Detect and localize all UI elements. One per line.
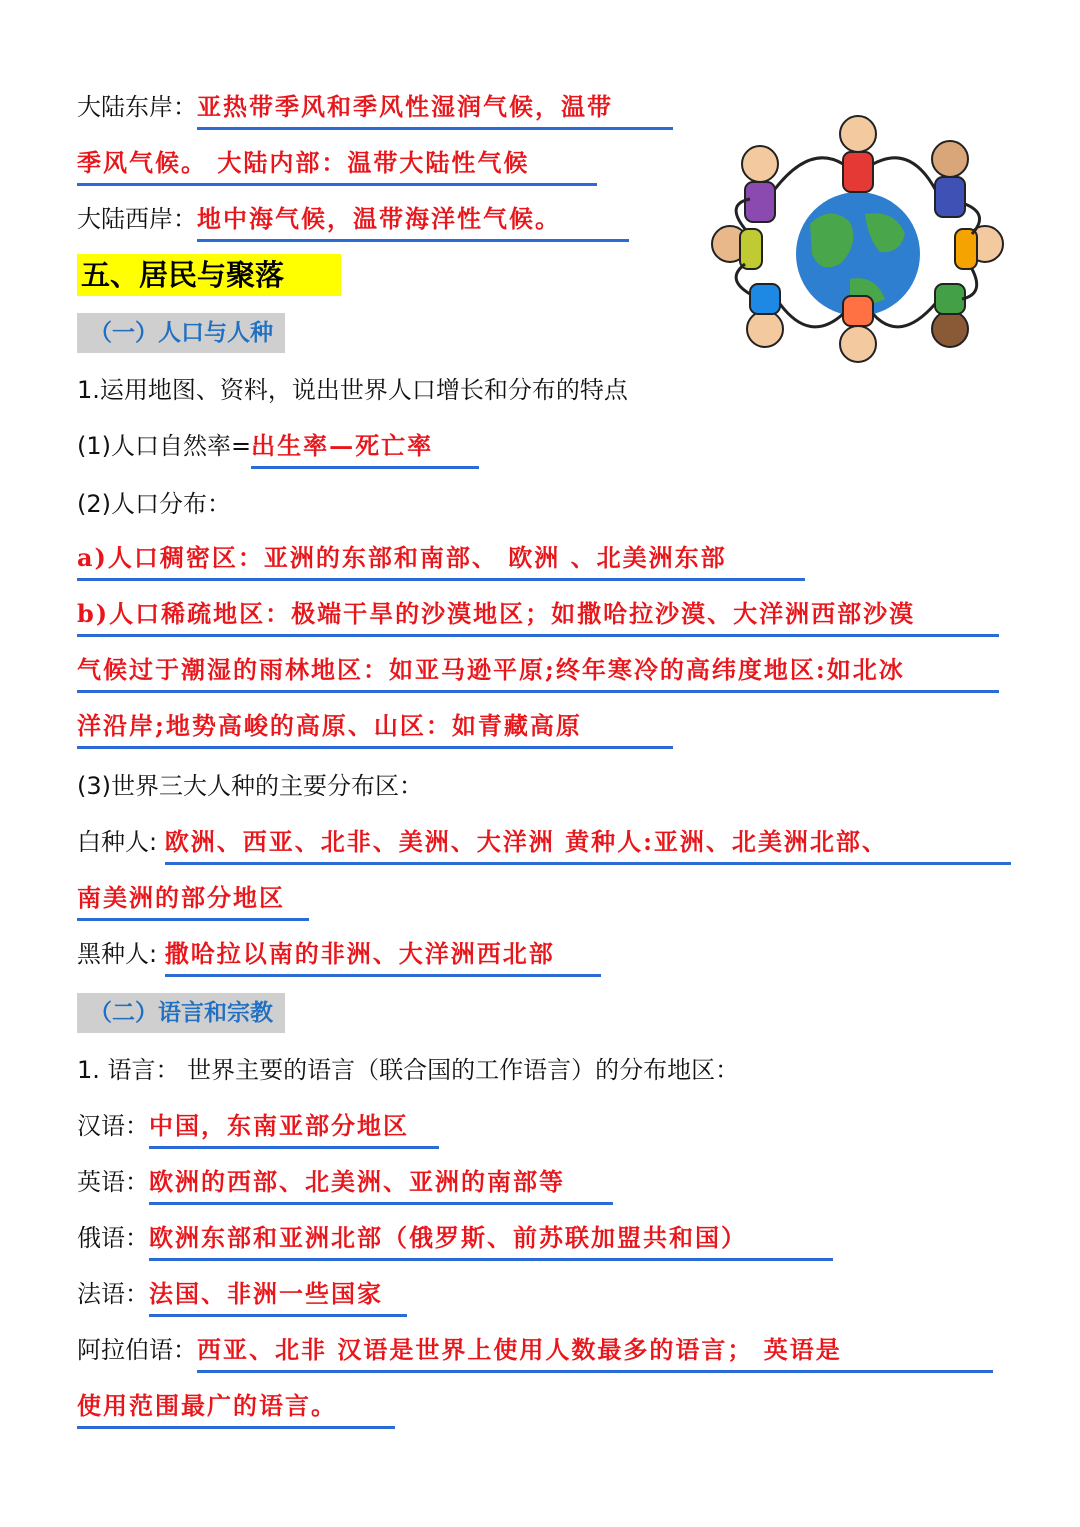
english-answer: 欧洲的西部、北美洲、亚洲的南部等 (149, 1165, 613, 1205)
subsection-population-heading: （一）人口与人种 (77, 313, 285, 353)
french-label: 法语： (77, 1280, 149, 1308)
sparse-answer-2: 气候过于潮湿的雨林地区：如亚马逊平原;终年寒冷的高纬度地区:如北冰 (77, 653, 999, 693)
white-race-answer-cont: 南美洲的部分地区 (77, 881, 309, 921)
east-coast-answer: 亚热带季风和季风性湿润气候，温带 (197, 90, 673, 130)
dense-answer: a)人口稠密区：亚洲的东部和南部、 欧洲 、北美洲东部 (77, 541, 805, 581)
arabic-answer-cont: 使用范围最广的语言。 (77, 1389, 395, 1429)
white-race-answer: 欧洲、西亚、北非、美洲、大洋洲 黄种人:亚洲、北美洲北部、 (165, 825, 1011, 865)
chinese-label: 汉语： (77, 1112, 149, 1140)
chinese-answer: 中国，东南亚部分地区 (149, 1109, 439, 1149)
arabic-label: 阿拉伯语： (77, 1336, 197, 1364)
arabic-answer: 西亚、北非 汉语是世界上使用人数最多的语言； 英语是 (197, 1333, 993, 1373)
white-race-line-2 (77, 881, 309, 921)
sparse-line-3 (77, 709, 673, 749)
black-race-answer: 撒哈拉以南的非洲、大洋洲西北部 (165, 937, 601, 977)
language-question: 1. 语言： 世界主要的语言（联合国的工作语言）的分布地区： (77, 1056, 740, 1084)
russian-line (77, 1221, 833, 1261)
black-race-label: 黑种人: (77, 940, 165, 968)
sparse-answer-1: b)人口稀疏地区：极端干旱的沙漠地区；如撒哈拉沙漠、大洋洲西部沙漠 (77, 597, 999, 637)
english-label: 英语： (77, 1168, 149, 1196)
climate-west-line (77, 202, 629, 242)
sparse-line-2 (77, 653, 999, 693)
west-coast-answer: 地中海气候，温带海洋性气候。 (197, 202, 629, 242)
sparse-line-1 (77, 597, 999, 637)
russian-answer: 欧洲东部和亚洲北部（俄罗斯、前苏联加盟共和国） (149, 1221, 833, 1261)
climate-east-line (77, 90, 673, 130)
dense-line (77, 541, 805, 581)
distribution-label: (2)人口分布： (77, 490, 231, 518)
climate-east-line-2 (77, 146, 597, 186)
subsection-language-heading: （二）语言和宗教 (77, 993, 285, 1033)
arabic-line-2 (77, 1389, 395, 1429)
people-around-globe-illustration (700, 104, 1016, 366)
question-1: 1.运用地图、资料，说出世界人口增长和分布的特点 (77, 376, 628, 404)
english-line (77, 1165, 613, 1205)
natural-rate-label: (1)人口自然率= (77, 432, 252, 460)
french-line (77, 1277, 407, 1317)
section-5-heading: 五、居民与聚落 (77, 254, 341, 296)
natural-rate-answer: 出生率—死亡率 (251, 429, 479, 469)
natural-rate-line (77, 429, 479, 469)
black-race-line (77, 937, 601, 977)
east-coast-answer-cont: 季风气候。 大陆内部：温带大陆性气候 (77, 146, 597, 186)
chinese-line (77, 1109, 439, 1149)
east-coast-label: 大陆东岸： (77, 93, 197, 121)
arabic-line (77, 1333, 993, 1373)
west-coast-label: 大陆西岸： (77, 205, 197, 233)
races-label: (3)世界三大人种的主要分布区： (77, 772, 423, 800)
white-race-line (77, 825, 1011, 865)
french-answer: 法国、非洲一些国家 (149, 1277, 407, 1317)
sparse-answer-3: 洋沿岸;地势高峻的高原、山区：如青藏高原 (77, 709, 673, 749)
russian-label: 俄语： (77, 1224, 149, 1252)
white-race-label: 白种人: (77, 828, 165, 856)
